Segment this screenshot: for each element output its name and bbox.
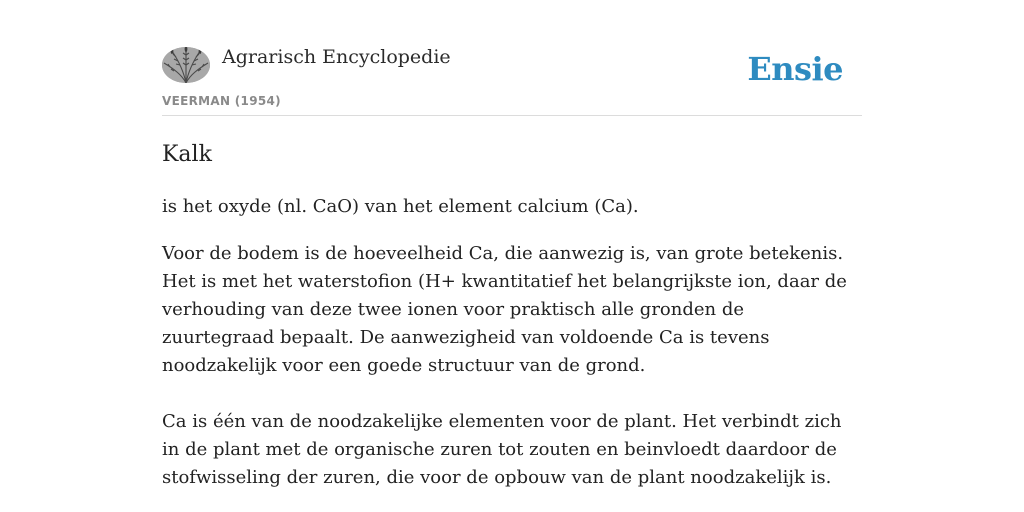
entry-paragraph: Voor de bodem is de hoeveelheid Ca, die aanwezig is, van grote betekenis. Het is met het waterstofion (H+ kwantitatief het belangrijkste ion, daar de verhouding van deze twee ionen voor praktisch alle gronden de zuurtegraad bepaalt. De aanwezigheid van voldoende Ca is tevens noodzakelijk voor een goede structuur van de grond. <box>162 243 847 376</box>
entry-title: Kalk <box>162 142 212 167</box>
page-content <box>162 44 862 492</box>
author-year: VEERMAN (1954) <box>162 94 281 108</box>
entry-paragraph: Ca is één van de noodzakelijke elementen voor de plant. Het verbindt zich in de plant met de organische zuren tot zouten en beinvloedt daardoor de stofwisseling der zuren, die voor de opbouw van de plant noodzakelijk is. <box>162 411 842 488</box>
entry-paragraph: is het oxyde (nl. CaO) van het element calcium (Ca). <box>162 196 639 217</box>
book-title[interactable]: Agrarisch Encyclopedie <box>222 46 451 68</box>
book-header <box>162 44 862 116</box>
wheat-engraving-icon[interactable] <box>162 47 210 83</box>
brand-logo[interactable]: Ensie <box>747 50 843 88</box>
